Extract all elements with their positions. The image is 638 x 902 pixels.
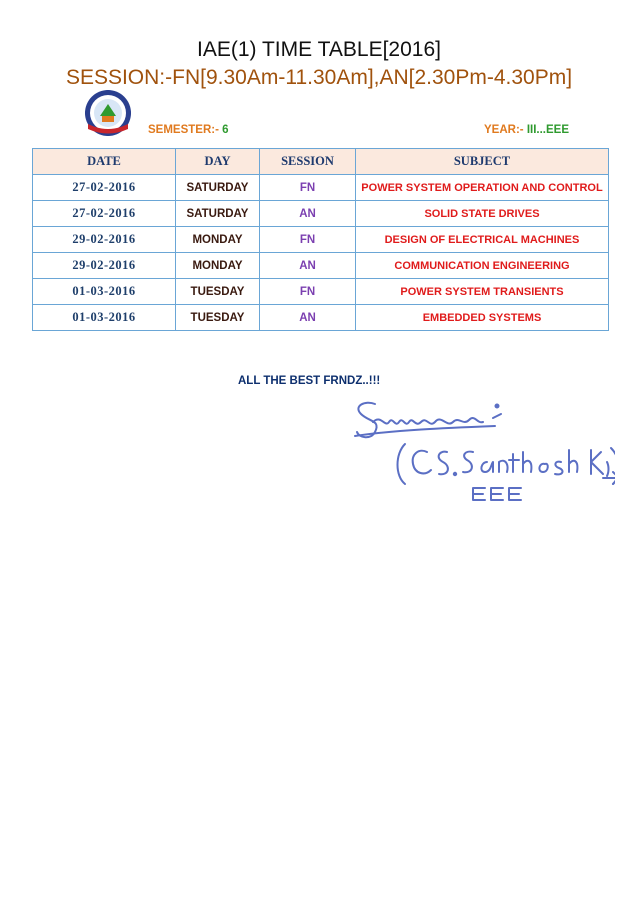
cell-date: 27-02-2016 [33,175,176,201]
cell-session: AN [260,305,356,331]
cell-session: AN [260,253,356,279]
cell-subject: POWER SYSTEM OPERATION AND CONTROL [356,175,609,201]
cell-date: 01-03-2016 [33,305,176,331]
cell-session: FN [260,279,356,305]
year-info [484,124,569,136]
cell-session: FN [260,175,356,201]
semester-info [148,124,229,136]
column-header-session: SESSION [260,149,356,175]
cell-date: 01-03-2016 [33,279,176,305]
table-row [33,253,609,279]
table-header-row [33,149,609,175]
cell-subject: DESIGN OF ELECTRICAL MACHINES [356,227,609,253]
column-header-date: DATE [33,149,176,175]
table-row [33,201,609,227]
semester-label: SEMESTER:- [148,124,219,136]
cell-day: SATURDAY [176,175,260,201]
cell-day: MONDAY [176,227,260,253]
college-emblem-icon [80,88,136,138]
year-value: III...EEE [526,124,570,136]
cell-day: MONDAY [176,253,260,279]
session-timings: SESSION:-FN[9.30Am-11.30Am],AN[2.30Pm-4.30Pm] [65,66,573,89]
table-row [33,279,609,305]
cell-subject: POWER SYSTEM TRANSIENTS [356,279,609,305]
cell-date: 27-02-2016 [33,201,176,227]
closing-message: ALL THE BEST FRNDZ..!!! [238,375,381,387]
cell-subject: SOLID STATE DRIVES [356,201,609,227]
table-row [33,175,609,201]
year-label: YEAR:- [484,124,524,136]
cell-day: TUESDAY [176,305,260,331]
cell-session: FN [260,227,356,253]
cell-day: SATURDAY [176,201,260,227]
semester-value: 6 [222,124,229,136]
timetable [32,148,609,331]
cell-date: 29-02-2016 [33,227,176,253]
cell-date: 29-02-2016 [33,253,176,279]
cell-subject: EMBEDDED SYSTEMS [356,305,609,331]
column-header-day: DAY [176,149,260,175]
table-row [33,305,609,331]
cell-day: TUESDAY [176,279,260,305]
cell-subject: COMMUNICATION ENGINEERING [356,253,609,279]
column-header-subject: SUBJECT [356,149,609,175]
cell-session: AN [260,201,356,227]
table-row [33,227,609,253]
page-title: IAE(1) TIME TABLE[2016] [197,38,441,61]
handwritten-signature [335,392,615,502]
